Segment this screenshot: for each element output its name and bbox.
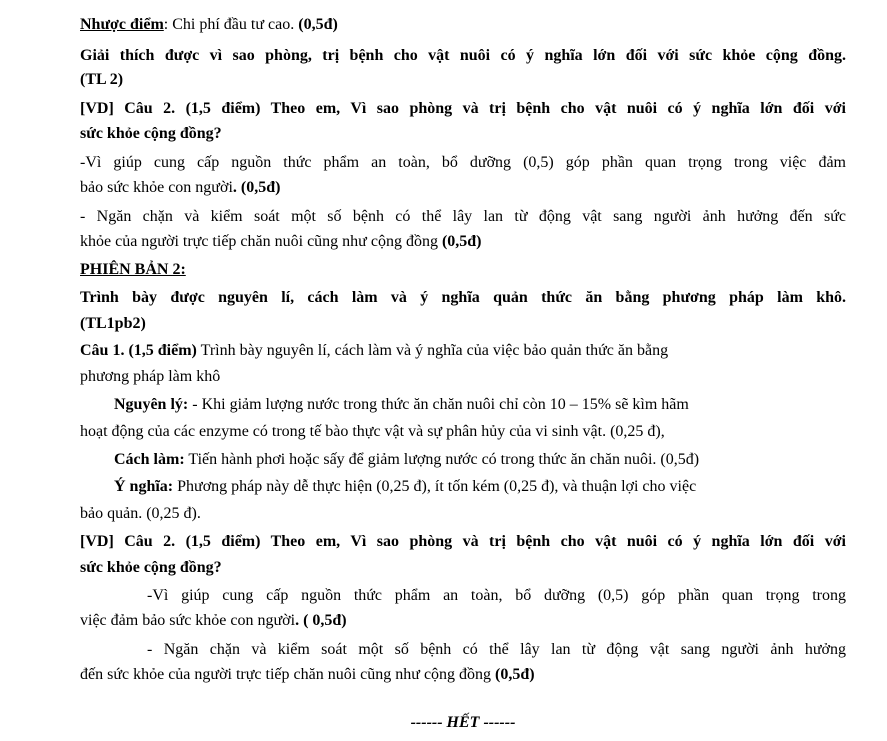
answer-line	[80, 231, 846, 253]
objective-heading: Trình bày được nguyên lí, cách làm và ý nghĩa quản thức ăn bằng phương pháp làm khô.	[80, 289, 846, 306]
question-1-label: Câu 1. (1,5 điểm)	[80, 342, 197, 359]
objective-ref: (TL1pb2)	[80, 315, 146, 332]
meaning-line	[114, 476, 824, 498]
question-2-heading: [VD] Câu 2. (1,5 điểm) Theo em, Vì sao phòng và trị bệnh cho vật nuôi có ý nghĩa lớn đối với	[80, 533, 846, 550]
method-text: Tiến hành phơi hoặc sấy để giảm lượng nước có trong thức ăn chăn nuôi. (0,5đ)	[184, 451, 700, 468]
question-1-text: Trình bày nguyên lí, cách làm và ý nghĩa của việc bảo quản thức ăn bằng	[196, 342, 669, 359]
method-label: Cách làm:	[114, 451, 185, 468]
answer-line: - Ngăn chặn và kiểm soát một số bệnh có thể lây lan từ động vật sang người ảnh hưởng đến sức	[80, 208, 846, 225]
answer-text: khỏe của người trực tiếp chăn nuôi cũng như cộng đồng	[80, 233, 442, 250]
answer-text: bảo sức khỏe con người	[80, 179, 233, 196]
answer-line	[80, 610, 846, 632]
question-2-heading: [VD] Câu 2. (1,5 điểm) Theo em, Vì sao phòng và trị bệnh cho vật nuôi có ý nghĩa lớn đối với	[80, 100, 846, 117]
answer-line: -Vì giúp cung cấp nguồn thức phẩm an toàn, bổ dưỡng (0,5) góp phần quan trọng trong việc đảm	[80, 154, 846, 171]
principle-label: Nguyên lý:	[114, 396, 189, 413]
principle-text: - Khi giảm lượng nước trong thức ăn chăn nuôi chỉ còn 10 – 15% sẽ kìm hãm	[188, 396, 689, 413]
end-marker: ------ HẾT ------	[410, 714, 516, 731]
score-mark: (0,5đ)	[298, 16, 338, 33]
score-mark: . (0,5đ)	[232, 179, 281, 196]
meaning-text: Phương pháp này dễ thực hiện (0,25 đ), ít tốn kém (0,25 đ), và thuận lợi cho việc	[173, 478, 697, 495]
meaning-label: Ý nghĩa:	[114, 478, 174, 495]
answer-line	[80, 664, 846, 686]
disadvantage-text: : Chi phí đầu tư cao.	[163, 16, 299, 33]
answer-text: việc đảm bảo sức khỏe con người	[80, 612, 296, 629]
score-mark: . ( 0,5đ)	[295, 612, 347, 629]
question-2-heading-cont: sức khỏe cộng đồng?	[80, 559, 222, 576]
answer-line: -Vì giúp cung cấp nguồn thức phẩm an toàn, bổ dưỡng (0,5) góp phần quan trọng trong	[147, 587, 846, 604]
score-mark: (0,5đ)	[441, 233, 482, 250]
answer-line	[80, 177, 846, 199]
question-2-heading-cont: sức khỏe cộng đồng?	[80, 125, 222, 142]
score-mark: (0,5đ)	[495, 666, 535, 683]
disadvantage-label: Nhược điểm	[80, 16, 164, 33]
answer-text: đến sức khỏe của người trực tiếp chăn nuôi cũng như cộng đồng	[80, 666, 496, 683]
version-heading: PHIÊN BẢN 2:	[80, 261, 186, 278]
meaning-cont: bảo quản. (0,25 đ).	[80, 505, 201, 522]
disadvantage-line	[80, 14, 846, 36]
question-1-heading	[80, 340, 846, 362]
principle-cont: hoạt động của các enzyme có trong tế bào thực vật và sự phân hủy của vi sinh vật. (0,25 đ),	[80, 423, 665, 440]
answer-line: - Ngăn chặn và kiểm soát một số bệnh có thể lây lan từ động vật sang người ảnh hưởng	[147, 641, 846, 658]
principle-line	[114, 394, 814, 416]
method-line	[114, 449, 826, 471]
objective-ref: (TL 2)	[80, 71, 124, 88]
question-1-text-cont: phương pháp làm khô	[80, 368, 221, 385]
objective-heading: Giải thích được vì sao phòng, trị bệnh cho vật nuôi có ý nghĩa lớn đối với sức khỏe cộng đồng.	[80, 47, 846, 64]
